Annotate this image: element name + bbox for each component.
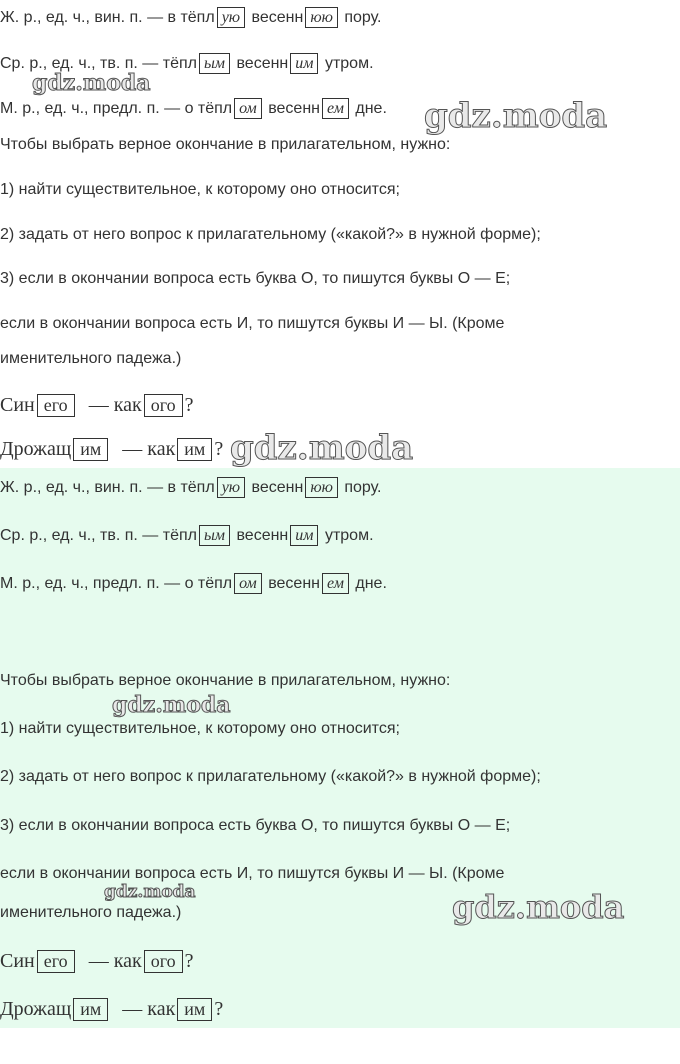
ending-box: ую bbox=[217, 477, 245, 498]
rule-intro: Чтобы выбрать верное окончание в прилагательном, нужно: bbox=[0, 136, 451, 153]
watermark-logo: gdz.moda bbox=[104, 882, 196, 902]
question-ending-box: им bbox=[177, 998, 212, 1021]
ending-box: им bbox=[73, 998, 108, 1021]
case-line-neuter: Ср. р., ед. ч., тв. п. — тёпл ым весенн им утром. bbox=[0, 527, 374, 544]
question-ending-box: ого bbox=[144, 394, 183, 417]
watermark-logo: gdz.moda bbox=[230, 428, 414, 468]
question-ending-box: им bbox=[177, 438, 212, 461]
rule-line: именительного падежа.) bbox=[0, 350, 182, 367]
ending-box: ым bbox=[199, 53, 230, 74]
ending-box: им bbox=[73, 438, 108, 461]
rule-step-2: 2) задать от него вопрос к прилагательному («какой?» в нужной форме); bbox=[0, 768, 541, 785]
watermark-logo: gdz.moda bbox=[32, 70, 151, 96]
rule-step-1: 1) найти существительное, к которому оно относится; bbox=[0, 181, 400, 198]
ending-box: ом bbox=[234, 573, 262, 594]
rule-step-3: 3) если в окончании вопроса есть буква О, то пишутся буквы О — Е; bbox=[0, 270, 511, 287]
answer-block-highlighted bbox=[0, 468, 680, 1028]
ending-box: юю bbox=[305, 477, 338, 498]
example-line: Син его — как ого ? bbox=[0, 950, 194, 972]
case-line-masculine: М. р., ед. ч., предл. п. — о тёпл ом весенн ем дне. bbox=[0, 575, 387, 592]
rule-line: если в окончании вопроса есть И, то пишутся буквы И — Ы. (Кроме bbox=[0, 315, 505, 332]
example-line: Син его — как ого ? bbox=[0, 394, 194, 416]
watermark-logo: gdz.moda bbox=[452, 888, 625, 926]
rule-step-2: 2) задать от него вопрос к прилагательному («какой?» в нужной форме); bbox=[0, 226, 541, 243]
question-ending-box: ого bbox=[144, 950, 183, 973]
ending-box: им bbox=[290, 525, 318, 546]
ending-box: его bbox=[37, 394, 75, 417]
ending-box: ую bbox=[217, 7, 245, 28]
case-line-neuter: Ср. р., ед. ч., тв. п. — тёпл ым весенн им утром. bbox=[0, 55, 374, 72]
answer-block-original bbox=[0, 0, 680, 468]
ending-box: ем bbox=[322, 573, 349, 594]
ending-box: его bbox=[37, 950, 75, 973]
rule-line: именительного падежа.) bbox=[0, 904, 182, 921]
case-line-masculine: М. р., ед. ч., предл. п. — о тёпл ом весенн ем дне. bbox=[0, 100, 387, 117]
rule-line: если в окончании вопроса есть И, то пишутся буквы И — Ы. (Кроме bbox=[0, 865, 505, 882]
rule-intro: Чтобы выбрать верное окончание в прилагательном, нужно: bbox=[0, 672, 451, 689]
watermark-logo: gdz.moda bbox=[112, 692, 231, 718]
ending-box: им bbox=[290, 53, 318, 74]
example-line: Дрожащ им — как им ? bbox=[0, 438, 224, 460]
case-line-feminine: Ж. р., ед. ч., вин. п. — в тёпл ую весенн юю пору. bbox=[0, 9, 382, 26]
rule-step-1: 1) найти существительное, к которому оно относится; bbox=[0, 720, 400, 737]
watermark-logo: gdz.moda bbox=[424, 96, 608, 136]
ending-box: ым bbox=[199, 525, 230, 546]
example-line: Дрожащ им — как им ? bbox=[0, 998, 224, 1020]
rule-step-3: 3) если в окончании вопроса есть буква О, то пишутся буквы О — Е; bbox=[0, 817, 511, 834]
case-line-feminine: Ж. р., ед. ч., вин. п. — в тёпл ую весенн юю пору. bbox=[0, 479, 382, 496]
ending-box: ом bbox=[234, 98, 262, 119]
ending-box: ем bbox=[322, 98, 349, 119]
ending-box: юю bbox=[305, 7, 338, 28]
